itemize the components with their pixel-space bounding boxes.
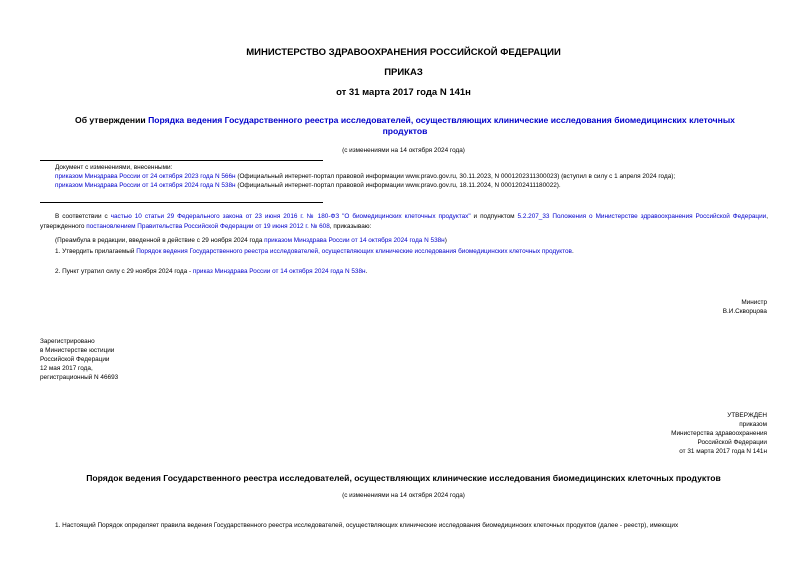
procedure-link[interactable]: Порядок ведения Государственного реестра исследователей, осуществляющих клинические исследования биомедицинских клеточных продуктов bbox=[136, 248, 572, 255]
order-title-link[interactable]: Порядка ведения Государственного реестра исследователей, осуществляющих клинические исследования биомедицинских клеточных продуктов bbox=[148, 115, 735, 136]
order-item-2 bbox=[55, 267, 775, 276]
ministry-heading: МИНИСТЕРСТВО ЗДРАВООХРАНЕНИЯ РОССИЙСКОЙ ФЕДЕРАЦИИ bbox=[246, 47, 561, 58]
regulation-link[interactable]: 5.2.207_33 Положения о Министерстве здравоохранения Российской Федерации bbox=[517, 213, 767, 220]
item-2-end: . bbox=[365, 268, 368, 275]
preamble-paragraph bbox=[40, 212, 768, 232]
repeal-order-link[interactable]: приказ Минздрава России от 14 октября 2024 года N 538н bbox=[192, 268, 366, 275]
amendment-link[interactable]: приказом Минздрава России от 14 октября 2024 года N 538н bbox=[55, 182, 236, 189]
preamble-text: , приказываю: bbox=[329, 223, 372, 230]
amendments-top-divider bbox=[40, 160, 323, 161]
registration-line: в Министерстве юстиции bbox=[40, 347, 115, 354]
preamble-text: , утвержденного bbox=[40, 213, 769, 230]
item-1-text: 1. Утвердить прилагаемый bbox=[55, 248, 137, 255]
amendments-intro: Документ с изменениями, внесенными: bbox=[55, 164, 173, 171]
item-2-text: 2. Пункт утратил силу с 29 ноября 2024 года - bbox=[55, 268, 193, 275]
registration-line: 12 мая 2017 года, bbox=[40, 365, 93, 372]
amendment-text: (Официальный интернет-портал правовой информации www.pravo.gov.ru, 18.11.2024, N 0001202411180022). bbox=[235, 182, 561, 189]
item-1-end: . bbox=[571, 248, 574, 255]
preamble-note-link[interactable]: приказом Минздрава России от 14 октября 2024 года N 538н bbox=[264, 237, 445, 244]
registration-line: Российской Федерации bbox=[40, 356, 110, 363]
order-title bbox=[60, 115, 750, 137]
order-date-number: от 31 марта 2017 года N 141н bbox=[336, 87, 471, 98]
procedure-title: Порядок ведения Государственного реестра исследователей, осуществляющих клинические исследования биомедицинских клеточных продуктов bbox=[86, 473, 721, 483]
amendments-block bbox=[55, 163, 775, 190]
order-item-1 bbox=[55, 247, 775, 256]
preamble-text: и подпунктом bbox=[470, 213, 518, 220]
amendment-text: (Официальный интернет-портал правовой информации www.pravo.gov.ru, 30.11.2023, N 0001202311300023) (вступил в силу с 1 апреля 2024 года); bbox=[235, 173, 676, 180]
procedure-paragraph-1: 1. Настоящий Порядок определяет правила ведения Государственного реестра исследователей, осуществляющих клинические исследования биомедицинских клеточных продуктов (далее - реестр), имеющих bbox=[55, 522, 679, 529]
preamble-note bbox=[55, 236, 775, 245]
approval-line: приказом bbox=[739, 421, 767, 428]
approval-line: Министерства здравоохранения bbox=[671, 430, 767, 437]
registration-block bbox=[40, 337, 240, 382]
signature-role: Министр bbox=[741, 299, 767, 306]
amendment-item bbox=[55, 181, 775, 190]
preamble-note-end: ) bbox=[444, 237, 447, 244]
registration-line: Зарегистрировано bbox=[40, 338, 95, 345]
signature-block bbox=[567, 298, 767, 316]
order-title-prefix: Об утверждении bbox=[75, 115, 149, 125]
preamble-text: В соответствии с bbox=[55, 213, 111, 220]
registration-line: регистрационный N 46693 bbox=[40, 374, 119, 381]
approval-line: от 31 марта 2017 года N 141н bbox=[679, 448, 767, 455]
amendment-link[interactable]: приказом Минздрава России от 24 октября 2023 года N 566н bbox=[55, 173, 236, 180]
order-type-heading: ПРИКАЗ bbox=[384, 67, 423, 78]
revision-note: (с изменениями на 14 октября 2024 года) bbox=[342, 147, 465, 154]
amendment-item bbox=[55, 172, 775, 181]
federal-law-link[interactable]: частью 10 статьи 29 Федерального закона от 23 июня 2016 г. № 180-ФЗ "О биомедицинских клеточных продуктах" bbox=[110, 213, 471, 220]
signature-name: В.И.Скворцова bbox=[722, 308, 767, 315]
approval-block bbox=[517, 411, 767, 456]
preamble-note-text: (Преамбула в редакции, введенной в действие с 29 ноября 2024 года bbox=[55, 237, 265, 244]
procedure-revision-note: (с изменениями на 14 октября 2024 года) bbox=[342, 492, 465, 499]
government-decree-link[interactable]: постановлением Правительства Российской Федерации от 19 июня 2012 г. № 608 bbox=[86, 223, 330, 230]
amendments-bottom-divider bbox=[40, 202, 323, 203]
approval-line: УТВЕРЖДЕН bbox=[727, 412, 767, 419]
approval-line: Российской Федерации bbox=[697, 439, 767, 446]
